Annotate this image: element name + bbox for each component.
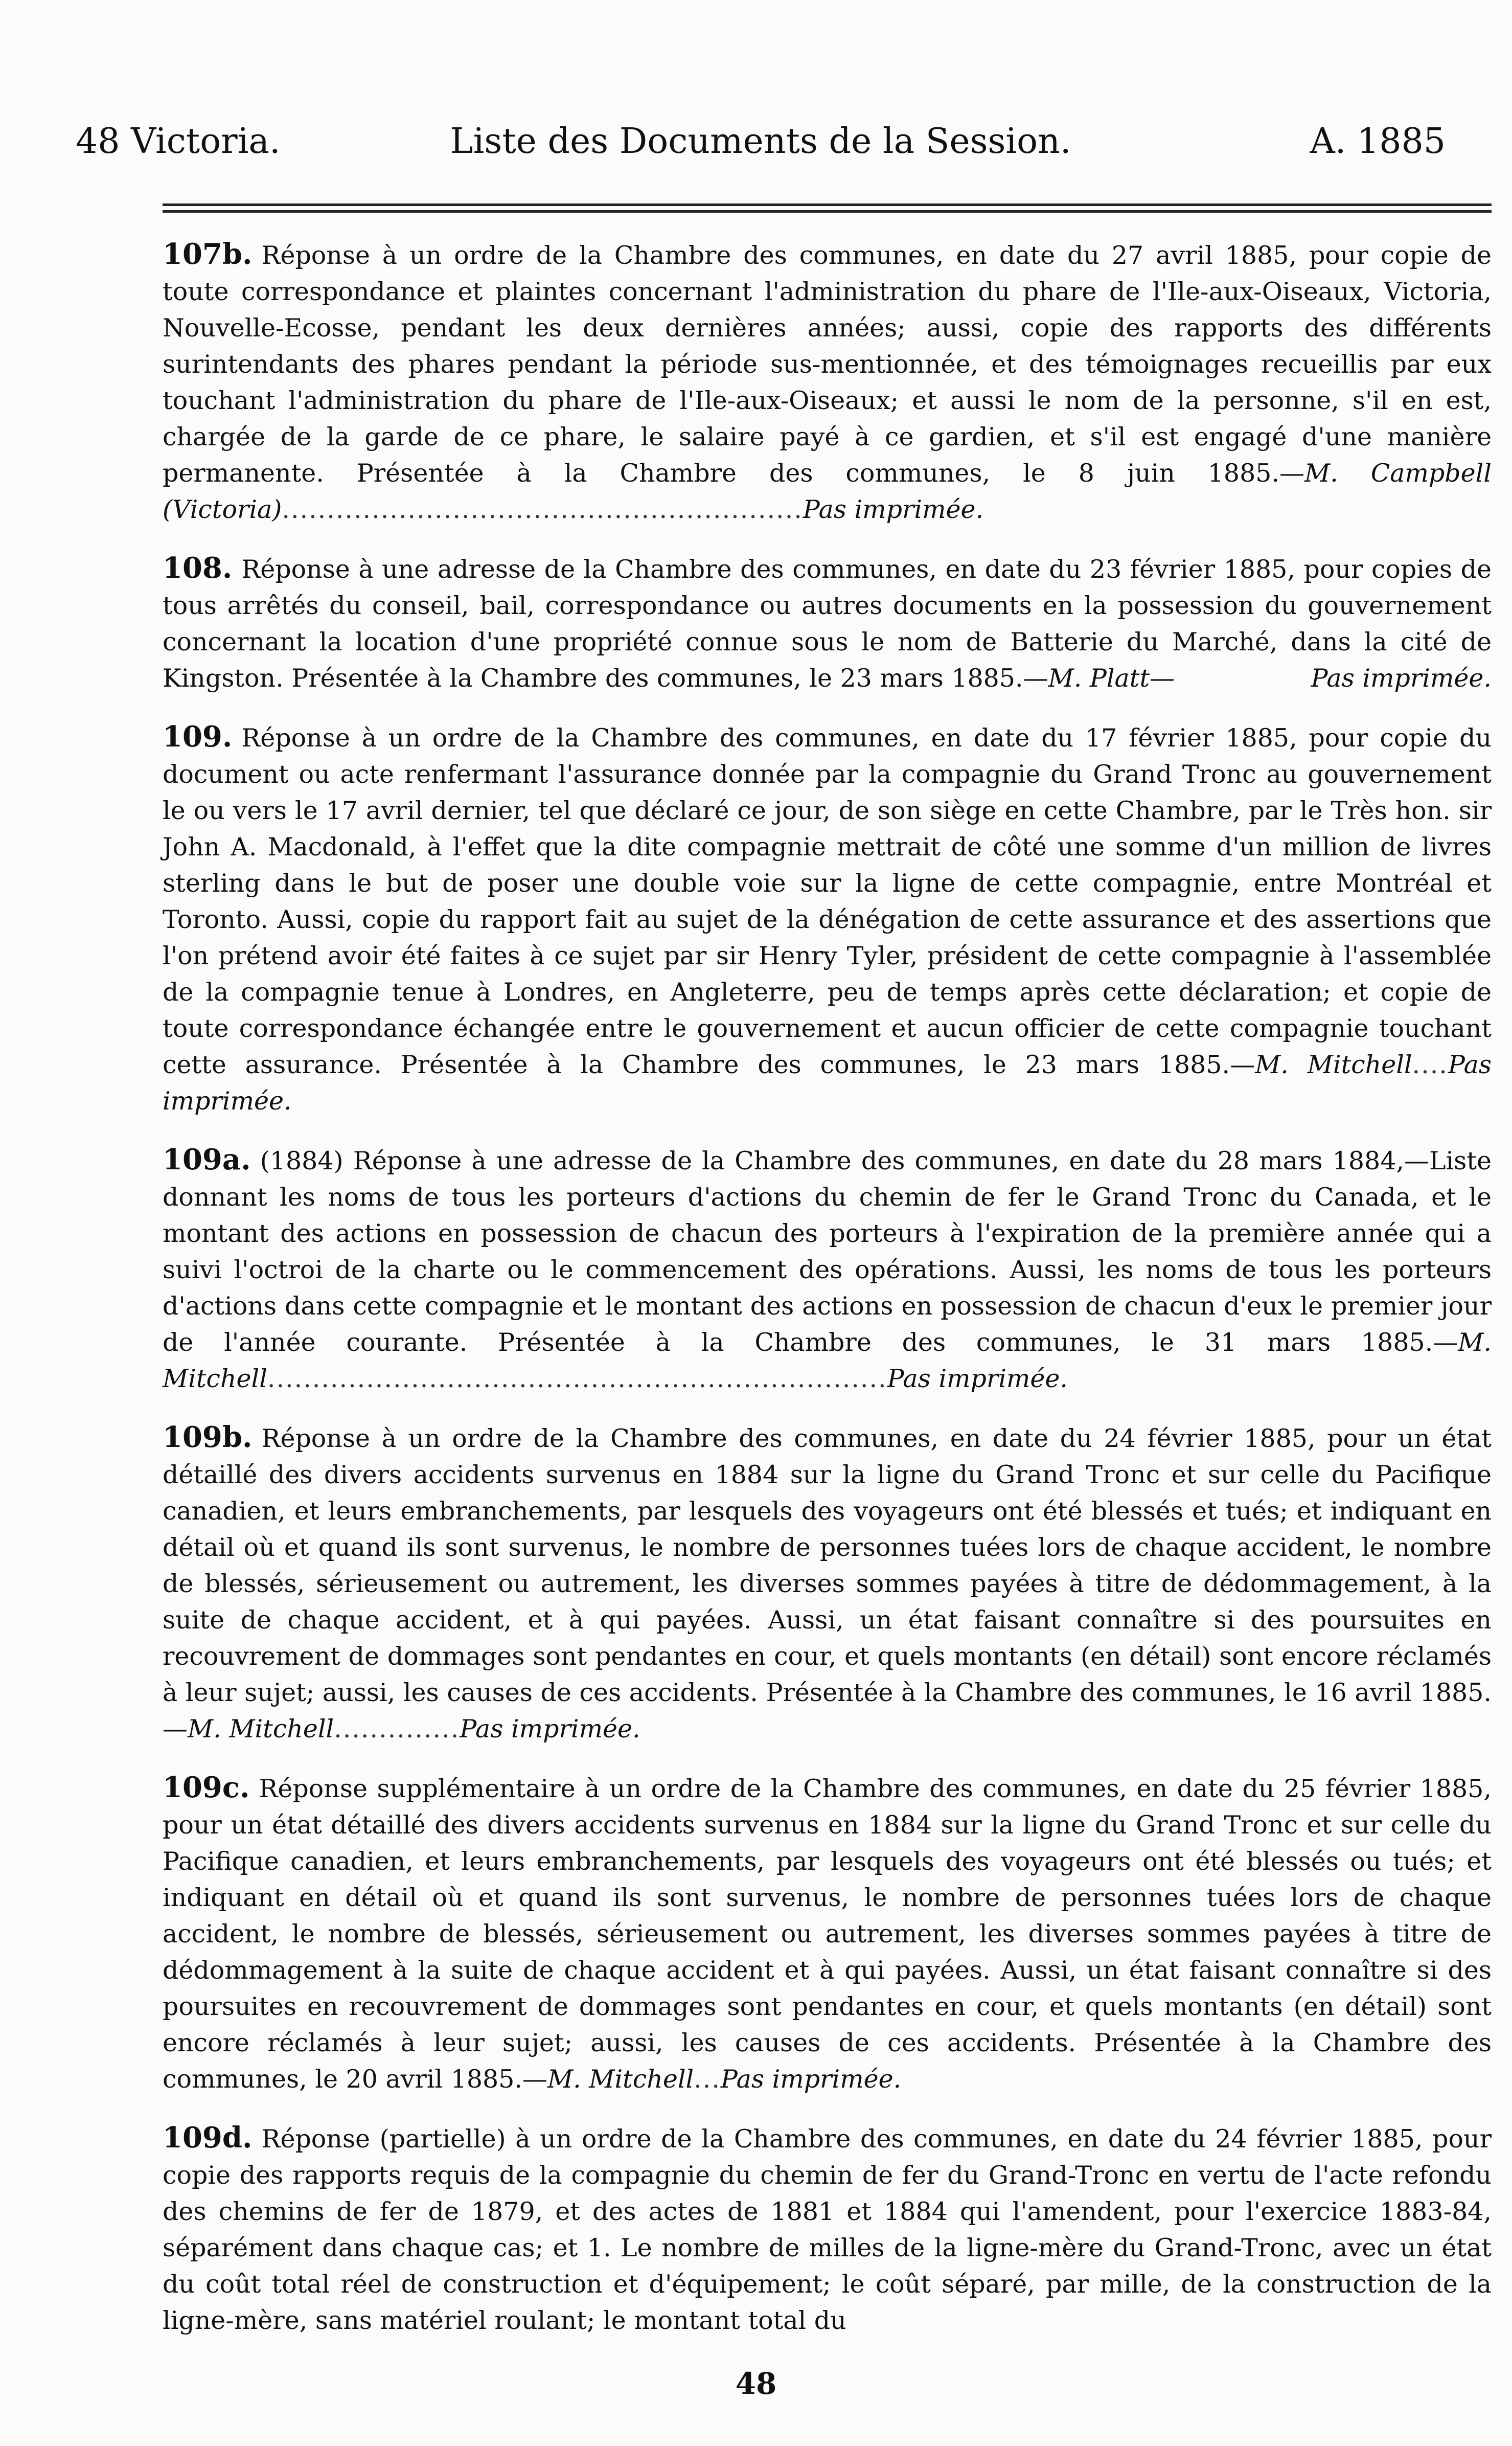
header-title: Liste des Documents de la Session. (450, 121, 1071, 162)
document-description: Réponse à un ordre de la Chambre des communes, en date du 24 février 1885, pour un état détaillé des divers accidents survenus en 1884 sur la ligne du Grand Tronc et sur celle du Pacifique canadien, et leurs embranchements, par lesquels des voyageurs ont été blessés et tués; et indiquant en détail où et quand ils sont survenus, le nombre de personnes tuées lors de chaque accident, le nombre de blessés, sérieusement ou autrement, les diverses sommes payées à titre de dédommagement, à la suite de chaque accident, et à qui payées. Aussi, un état faisant connaître si des poursuites en recouvrement de dommages sont pendantes en cour, et quels montants (en détail) sont encore réclamés à leur sujet; aussi, les causes de ces accidents. Présentée à la Chambre des communes, le 16 avril 1885.— (163, 1424, 1492, 1743)
document-list (163, 236, 1492, 2361)
document-status: Pas imprimée. (803, 495, 984, 524)
document-entry (163, 1770, 1492, 2097)
page-number: 48 (735, 2366, 777, 2401)
document-number: 109d. (163, 2121, 253, 2155)
running-header (76, 119, 1446, 165)
document-description: Réponse (partielle) à un ordre de la Chambre des communes, en date du 24 février 1885, pour copie des rapports requis de la compagnie du chemin de fer du Grand-Tronc en vertu de l'acte refondu des chemins de fer de 1879, et des actes de 1881 et 1884 qui l'amendent, pour l'exercice 1883-84, séparément dans chaque cas; et 1. Le nombre de milles de la ligne-mère du Grand-Tronc, avec un état du coût total réel de construction et d'équipement; le coût séparé, par mille, de la construction de la ligne-mère, sans matériel roulant; le montant total du (163, 2124, 1492, 2335)
document-author: M. Mitchell (163, 1328, 1492, 1393)
document-entry (163, 2120, 1492, 2339)
document-description: Réponse à un ordre de la Chambre des communes, en date du 27 avril 1885, pour copie de toute correspondance et plaintes concernant l'administration du phare de l'Ile-aux-Oiseaux, Victoria, Nouvelle-Ecosse, pendant les deux dernières années; aussi, copie des rapports des différents surintendants des phares pendant la période sus-mentionnée, et des témoignages recueillis par eux touchant l'administration du phare de l'Ile-aux-Oiseaux; et aussi le nom de la personne, s'il en est, chargée de la garde de ce phare, le salaire payé à ce gardien, et s'il est engagé d'une manière permanente. Présentée à la Chambre des communes, le 8 juin 1885.— (163, 241, 1492, 488)
document-entry (163, 236, 1492, 528)
leader-dots: .............. (334, 1714, 460, 1743)
document-number: 109b. (163, 1420, 253, 1454)
leader-dots: .......................................................... (282, 495, 803, 524)
document-author: M. Mitchell (1255, 1050, 1412, 1079)
document-entry (163, 1142, 1492, 1397)
document-description: Réponse à un ordre de la Chambre des communes, en date du 17 février 1885, pour copie du document ou acte renfermant l'assurance donnée par la compagnie du Grand Tronc au gouvernement le ou vers le 17 avril dernier, tel que déclaré ce jour, de son siège en cette Chambre, par le Très hon. sir John A. Macdonald, à l'effet que la dite compagnie mettrait de côté une somme d'un million de livres sterling dans le but de poser une double voie sur la ligne de cette compagnie, entre Montréal et Toronto. Aussi, copie du rapport fait au sujet de la dénégation de cette assurance et des assertions que l'on prétend avoir été faites à ce sujet par sir Henry Tyler, président de cette compagnie à l'assemblée de la compagnie tenue à Londres, en Angleterre, peu de temps après cette déclaration; et copie de toute correspondance échangée entre le gouvernement et aucun officier de cette compagnie touchant cette assurance. Présentée à la Chambre des communes, le 23 mars 1885.— (163, 723, 1492, 1079)
document-description: Réponse supplémentaire à un ordre de la Chambre des communes, en date du 25 février 1885, pour un état détaillé des divers accidents survenus en 1884 sur la ligne du Grand Tronc et sur celle du Pacifique canadien, et leurs embranchements, par lesquels des voyageurs ont été blessés ou tués; et indiquant en détail où et quand ils sont survenus, le nombre de personnes tuées lors de chaque accident, le nombre de blessés, sérieusement ou autrement, les diverses sommes payées à titre de dédommagement à la suite de chaque accident et à qui payées. Aussi, un état faisant connaître si des poursuites en recouvrement de dommages sont pendantes en cour, et quels montants (en détail) sont encore réclamés à leur sujet; aussi, les causes de ces accidents. Présentée à la Chambre des communes, le 20 avril 1885.— (163, 1774, 1492, 2094)
leader-dots: ..................................................................... (267, 1364, 887, 1393)
document-entry (163, 550, 1492, 696)
document-entry (163, 1419, 1492, 1747)
document-number: 109a. (163, 1143, 251, 1176)
leader-dots: .... (1412, 1050, 1448, 1079)
document-number: 108. (163, 551, 233, 585)
document-number: 109c. (163, 1771, 250, 1804)
document-number: 109. (163, 720, 233, 754)
document-description: (1884) Réponse à une adresse de la Chambre des communes, en date du 28 mars 1884,—Liste donnant les noms de tous les porteurs d'actions du chemin de fer le Grand Tronc du Canada, et le montant des actions en possession de chacun des porteurs à l'expiration de la première année qui a suivi l'octroi de la charte ou le commencement des opérations. Aussi, les noms de tous les porteurs d'actions dans cette compagnie et le montant des actions en possession de chacun d'eux le premier jour de l'année courante. Présentée à la Chambre des communes, le 31 mars 1885.— (163, 1146, 1492, 1357)
header-session: 48 Victoria. (76, 121, 281, 162)
document-author: M. Mitchell (547, 2065, 694, 2094)
header-double-rule (163, 203, 1492, 213)
document-description: Réponse à une adresse de la Chambre des communes, en date du 23 février 1885, pour copies de tous arrêtés du conseil, bail, correspondance ou autres documents en la possession du gouvernement concernant la location d'une propriété connue sous le nom de Batterie du Marché, dans la cité de Kingston. Présentée à la Chambre des communes, le 23 mars 1885.— (163, 555, 1492, 693)
document-author: M. Mitchell (188, 1714, 334, 1743)
document-author: M. Platt— (1048, 664, 1175, 693)
document-number: 107b. (163, 237, 253, 271)
document-status: Pas imprimée. (1311, 664, 1492, 693)
document-status: Pas imprimée. (720, 2065, 902, 2094)
document-status: Pas imprimée. (163, 1050, 1492, 1116)
leader-dots: ... (694, 2065, 721, 2094)
document-author: M. Campbell (Victoria) (163, 459, 1492, 524)
document-status: Pas imprimée. (460, 1714, 640, 1743)
header-year: A. 1885 (1310, 121, 1446, 162)
document-entry (163, 719, 1492, 1119)
document-status: Pas imprimée. (887, 1364, 1068, 1393)
